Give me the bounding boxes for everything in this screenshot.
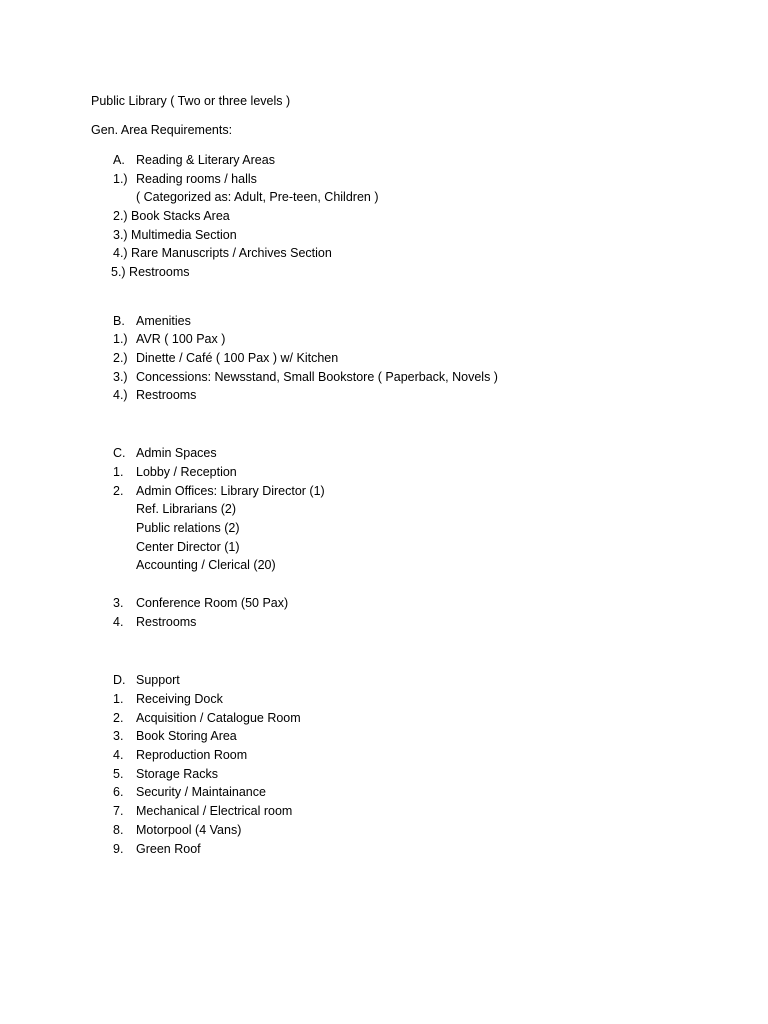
- list-item-number: 4.: [113, 748, 124, 762]
- list-item-number: 3.): [113, 370, 128, 384]
- list-item-number: 7.: [113, 804, 124, 818]
- list-item: 5.) Restrooms: [111, 265, 190, 279]
- list-item-number: 8.: [113, 823, 124, 837]
- document-subtitle: Gen. Area Requirements:: [91, 123, 233, 137]
- list-item-number: 4.: [113, 615, 124, 629]
- section-heading: Support: [136, 673, 180, 687]
- list-item: 3.) Multimedia Section: [113, 228, 237, 242]
- list-item: Center Director (1): [136, 540, 240, 554]
- list-item: ( Categorized as: Adult, Pre-teen, Children ): [136, 190, 379, 204]
- list-item: 2.) Book Stacks Area: [113, 209, 230, 223]
- list-item: Accounting / Clerical (20): [136, 558, 276, 572]
- list-item-number: 1.): [113, 332, 128, 346]
- list-item-number: 3.: [113, 729, 124, 743]
- document-title: Public Library ( Two or three levels ): [91, 94, 291, 108]
- list-item-number: 3.: [113, 596, 124, 610]
- section-marker: A.: [113, 153, 125, 167]
- list-item: Restrooms: [136, 388, 197, 402]
- list-item-number: 1.): [113, 172, 128, 186]
- list-item: Receiving Dock: [136, 692, 223, 706]
- section-heading: Reading & Literary Areas: [136, 153, 275, 167]
- section-heading: Amenities: [136, 314, 191, 328]
- list-item-number: 5.: [113, 767, 124, 781]
- list-item: Ref. Librarians (2): [136, 502, 237, 516]
- list-item: Public relations (2): [136, 521, 240, 535]
- list-item-number: 4.): [113, 388, 128, 402]
- list-item: Book Storing Area: [136, 729, 237, 743]
- list-item: Conference Room (50 Pax): [136, 596, 289, 610]
- list-item: Security / Maintainance: [136, 785, 266, 799]
- section-heading: Admin Spaces: [136, 446, 217, 460]
- list-item-number: 2.: [113, 484, 124, 498]
- list-item-number: 1.: [113, 465, 124, 479]
- list-item-number: 6.: [113, 785, 124, 799]
- list-item: Admin Offices: Library Director (1): [136, 484, 325, 498]
- list-item: Restrooms: [136, 615, 197, 629]
- list-item: Storage Racks: [136, 767, 218, 781]
- list-item: Green Roof: [136, 842, 201, 856]
- list-item-number: 2.: [113, 711, 124, 725]
- list-item: AVR ( 100 Pax ): [136, 332, 226, 346]
- list-item-number: 2.): [113, 351, 128, 365]
- list-item: Motorpool (4 Vans): [136, 823, 242, 837]
- list-item: Mechanical / Electrical room: [136, 804, 293, 818]
- section-marker: B.: [113, 314, 125, 328]
- list-item: 4.) Rare Manuscripts / Archives Section: [113, 246, 332, 260]
- list-item: Acquisition / Catalogue Room: [136, 711, 301, 725]
- section-marker: C.: [113, 446, 126, 460]
- list-item-number: 1.: [113, 692, 124, 706]
- list-item-number: 9.: [113, 842, 124, 856]
- section-marker: D.: [113, 673, 126, 687]
- list-item: Dinette / Café ( 100 Pax ) w/ Kitchen: [136, 351, 339, 365]
- list-item: Reproduction Room: [136, 748, 248, 762]
- list-item: Concessions: Newsstand, Small Bookstore ( Paperback, Novels ): [136, 370, 498, 384]
- list-item: Reading rooms / halls: [136, 172, 257, 186]
- list-item: Lobby / Reception: [136, 465, 237, 479]
